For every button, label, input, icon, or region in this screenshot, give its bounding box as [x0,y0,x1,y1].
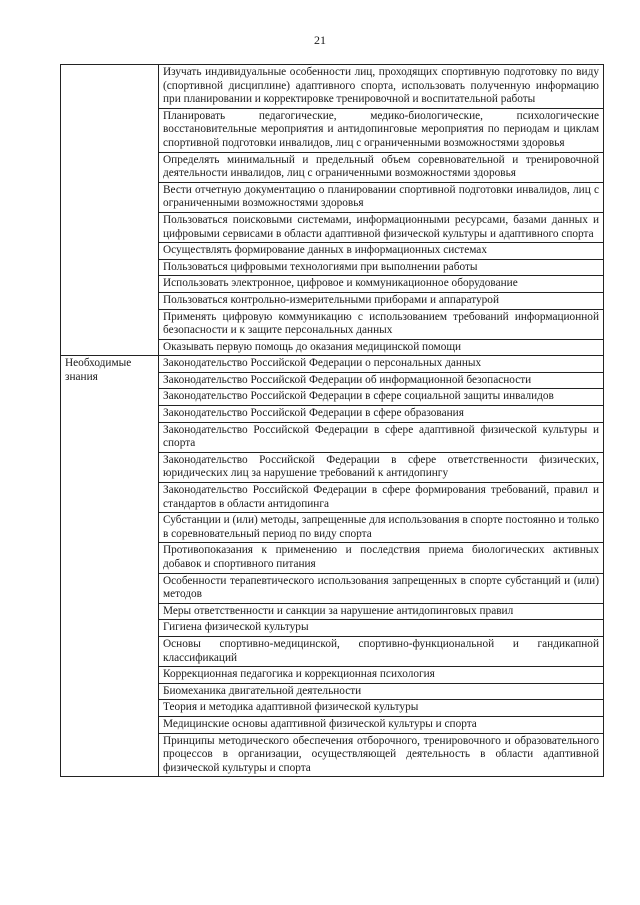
knowledge-item: Принципы методического обеспечения отборочного, тренировочного и образовательного процессов в организации, осуществляющей деятельность в области адаптивной физической культуры и спорта [159,733,604,777]
knowledge-item: Теория и методика адаптивной физической культуры [159,700,604,717]
skill-item: Применять цифровую коммуникацию с использованием требований информационной безопасности и к защите персональных данных [159,309,604,339]
knowledge-item: Законодательство Российской Федерации об информационной безопасности [159,372,604,389]
knowledge-item: Законодательство Российской Федерации в сфере образования [159,406,604,423]
knowledge-item: Субстанции и (или) методы, запрещенные для использования в спорте постоянно и только в соревновательный период по виду спорта [159,513,604,543]
skill-item: Использовать электронное, цифровое и коммуникационное оборудование [159,276,604,293]
knowledge-item: Законодательство Российской Федерации в сфере формирования требований, правил и стандартов в области антидопинга [159,483,604,513]
knowledge-item: Коррекционная педагогика и коррекционная психология [159,667,604,684]
skill-item: Пользоваться поисковыми системами, информационными ресурсами, базами данных и цифровыми сервисами в области адаптивной физической культуры и адаптивного спорта [159,212,604,242]
knowledge-row [61,356,604,373]
knowledge-item: Противопоказания к применению и последствия приема биологических активных добавок и спортивного питания [159,543,604,573]
knowledge-item: Медицинские основы адаптивной физической культуры и спорта [159,716,604,733]
knowledge-item: Законодательство Российской Федерации о персональных данных [159,356,604,373]
skills-label-cell [61,65,159,356]
knowledge-label: Необходимые знания [61,356,159,777]
requirements-table [60,64,604,777]
skill-item: Планировать педагогические, медико-биологические, психологические восстановительные мероприятия и антидопинговые мероприятия по периодам и циклам спортивной подготовки инвалидов, лиц с ограниченными возможностями здоровья [159,108,604,152]
knowledge-item: Законодательство Российской Федерации в сфере ответственности физических, юридических лиц за нарушение требований к антидопингу [159,452,604,482]
skill-item: Осуществлять формирование данных в информационных системах [159,243,604,260]
skill-item: Пользоваться цифровыми технологиями при выполнении работы [159,259,604,276]
skill-item: Вести отчетную документацию о планировании спортивной подготовки инвалидов, лиц с ограниченными возможностями здоровья [159,182,604,212]
knowledge-item: Гигиена физической культуры [159,620,604,637]
skill-item: Изучать индивидуальные особенности лиц, проходящих спортивную подготовку по виду (спортивной дисциплине) адаптивного спорта, использовать полученную информацию при планировании и корректировке тренировочной и воспитательной работы [159,65,604,109]
skill-item: Пользоваться контрольно-измерительными приборами и аппаратурой [159,292,604,309]
knowledge-item: Биомеханика двигательной деятельности [159,683,604,700]
knowledge-item: Законодательство Российской Федерации в сфере адаптивной физической культуры и спорта [159,422,604,452]
page-number: 21 [314,33,326,47]
skill-item: Определять минимальный и предельный объем соревновательной и тренировочной деятельности инвалидов, лиц с ограниченными возможностями здоровья [159,152,604,182]
knowledge-item: Законодательство Российской Федерации в сфере социальной защиты инвалидов [159,389,604,406]
knowledge-item: Особенности терапевтического использования запрещенных в спорте субстанций и (или) методов [159,573,604,603]
knowledge-item: Основы спортивно-медицинской, спортивно-функциональной и гандикапной классификаций [159,636,604,666]
knowledge-item: Меры ответственности и санкции за нарушение антидопинговых правил [159,603,604,620]
skill-item: Оказывать первую помощь до оказания медицинской помощи [159,339,604,356]
skill-row [61,65,604,109]
